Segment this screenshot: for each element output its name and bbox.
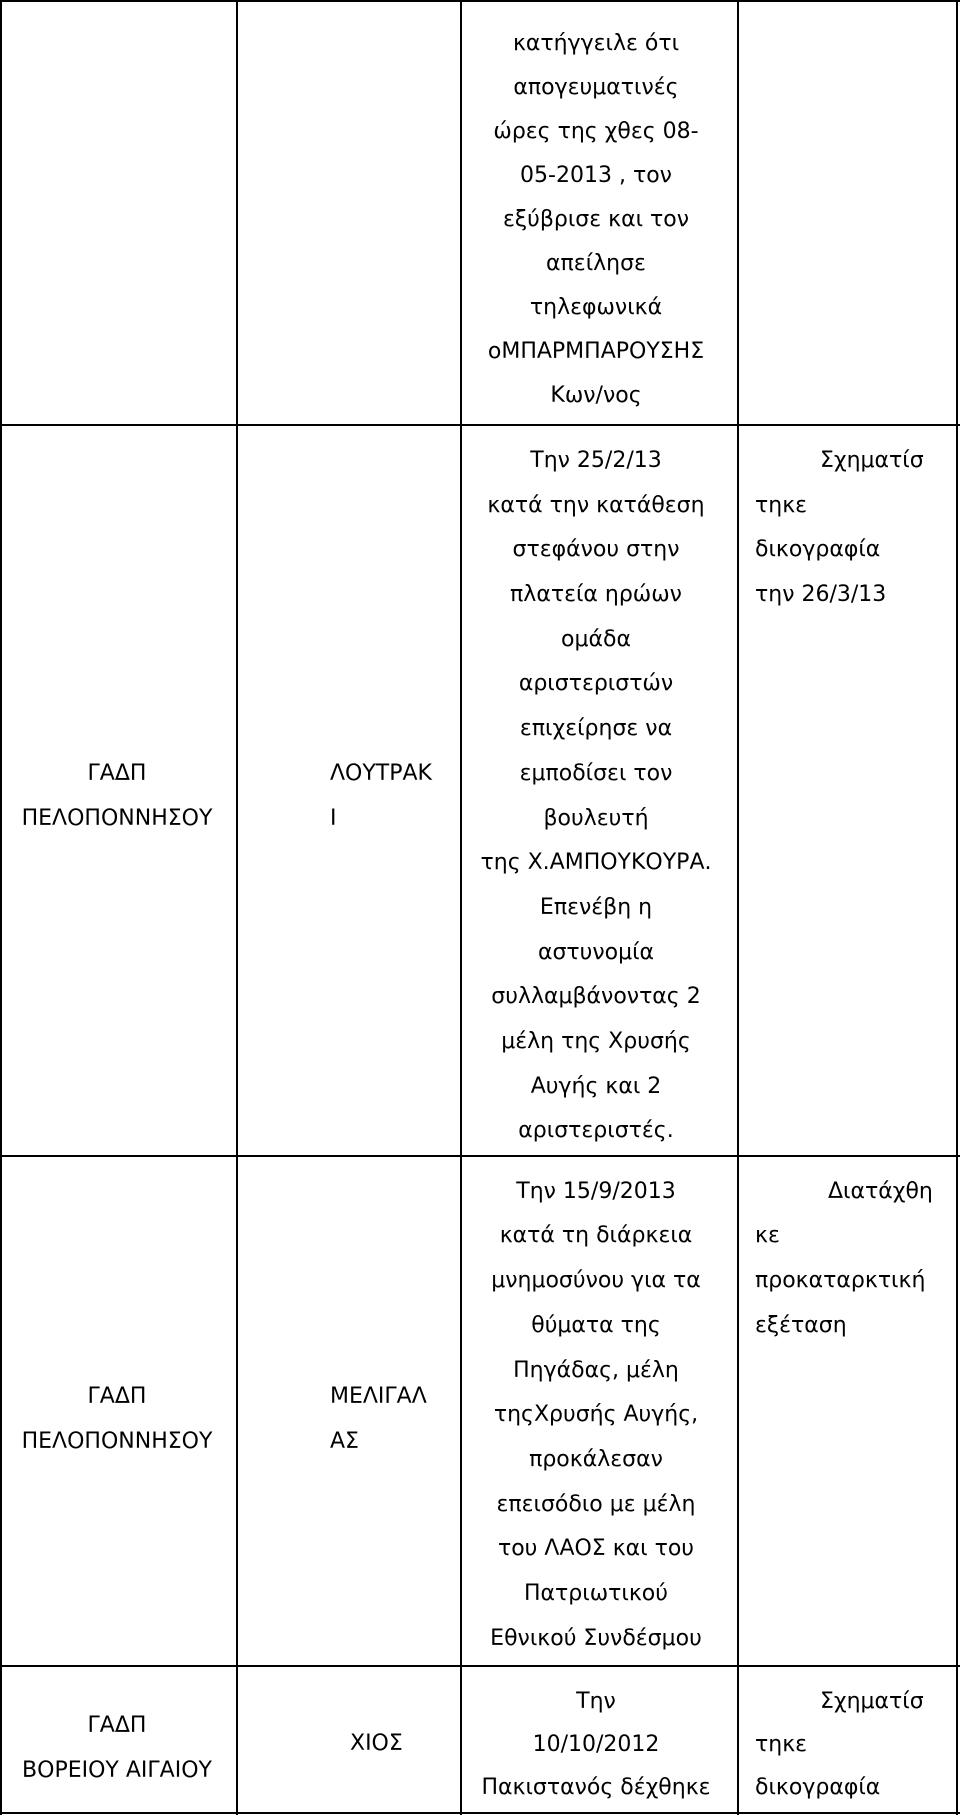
event-text: προκάλεσαν: [529, 1447, 663, 1472]
area-text: ΛΟΥΤΡΑΚ: [330, 761, 432, 786]
event-text: αριστεριστές.: [518, 1118, 674, 1143]
row-divider: [0, 1155, 960, 1157]
event-text: Εθνικού Συνδέσμου: [490, 1626, 702, 1651]
event-text: Αυγής και 2: [530, 1074, 662, 1099]
area-text: ΧΙΟΣ: [350, 1731, 403, 1756]
event-text: Πηγάδας, μέλη: [513, 1358, 679, 1383]
event-text: απογευματινές: [513, 75, 679, 100]
event-text: συλλαμβάνοντας 2: [491, 984, 701, 1009]
event-text: 10/10/2012: [532, 1732, 660, 1757]
area-text: ΑΣ: [330, 1429, 359, 1454]
action-text: Σχηματίσ: [820, 448, 924, 473]
area-text: ΜΕΛΙΓΑΛ: [330, 1384, 427, 1409]
column-divider: [460, 0, 462, 1815]
event-text: απείλησε: [546, 251, 646, 276]
region-text: ΠΕΛΟΠΟΝΝΗΣΟΥ: [21, 806, 213, 831]
event-text: επεισόδιο με μέλη: [496, 1492, 696, 1517]
event-text: τηλεφωνικά: [529, 295, 663, 320]
event-text: οΜΠΑΡΜΠΑΡΟΥΣΗΣ: [487, 339, 705, 364]
event-text: της Χ.ΑΜΠΟΥΚΟΥΡΑ.: [480, 850, 712, 875]
event-text: κατήγγειλε ότι: [512, 31, 680, 56]
column-divider: [236, 0, 238, 1815]
action-text: εξέταση: [755, 1313, 847, 1338]
event-text: Πατριωτικού: [524, 1581, 668, 1606]
area-text: Ι: [330, 806, 337, 831]
event-text: 05-2013 , τον: [520, 163, 672, 188]
event-text: αστυνομία: [537, 940, 655, 965]
region-text: ΠΕΛΟΠΟΝΝΗΣΟΥ: [21, 1429, 213, 1454]
event-text: κατά την κατάθεση: [487, 493, 705, 518]
action-text: κε: [755, 1223, 780, 1248]
event-text: εξύβρισε και τον: [502, 207, 690, 232]
event-text: Την 25/2/13: [530, 448, 662, 473]
event-text: του ΛΑΟΣ και του: [497, 1536, 695, 1561]
event-text: ώρες της χθες 08-: [493, 119, 699, 144]
event-text: βουλευτή: [543, 806, 649, 831]
action-text: Διατάχθη: [828, 1179, 933, 1204]
action-text: δικογραφία: [755, 537, 881, 562]
action-text: δικογραφία: [755, 1775, 881, 1800]
action-text: τηκε: [755, 1732, 808, 1757]
table-border-right: [956, 0, 958, 1815]
event-text: μέλη της Χρυσής: [501, 1029, 691, 1054]
event-text: Την: [576, 1689, 616, 1714]
region-text: ΓΑΔΠ: [87, 1713, 147, 1738]
row-divider: [0, 1665, 960, 1667]
event-text: στεφάνου στην: [512, 537, 680, 562]
row-divider: [0, 424, 960, 426]
action-text: την 26/3/13: [755, 582, 887, 607]
region-text: ΓΑΔΠ: [87, 1384, 147, 1409]
event-text: εμποδίσει τον: [519, 761, 673, 786]
event-text: Κων/νος: [550, 383, 642, 408]
action-text: προκαταρκτική: [755, 1268, 926, 1293]
event-text: ομάδα: [561, 627, 631, 652]
table-border-left: [0, 0, 2, 1815]
region-text: ΓΑΔΠ: [87, 761, 147, 786]
event-text: Επενέβη η: [539, 895, 653, 920]
action-text: Σχηματίσ: [820, 1689, 924, 1714]
action-text: τηκε: [755, 493, 808, 518]
table-border-top: [0, 0, 960, 2]
event-text: επιχείρησε να: [519, 716, 673, 741]
event-text: θύματα της: [531, 1313, 661, 1338]
event-text: αριστεριστών: [518, 671, 674, 696]
event-text: τηςΧρυσής Αυγής,: [493, 1402, 699, 1427]
region-text: ΒΟΡΕΙΟΥ ΑΙΓΑΙΟΥ: [22, 1758, 212, 1783]
event-text: Πακιστανός δέχθηκε: [481, 1775, 711, 1800]
event-text: πλατεία ηρώων: [510, 582, 682, 607]
event-text: Την 15/9/2013: [516, 1179, 676, 1204]
event-text: κατά τη διάρκεια: [499, 1223, 693, 1248]
event-text: μνημοσύνου για τα: [491, 1268, 701, 1293]
column-divider: [737, 0, 739, 1815]
table-border-bottom: [0, 1812, 960, 1814]
